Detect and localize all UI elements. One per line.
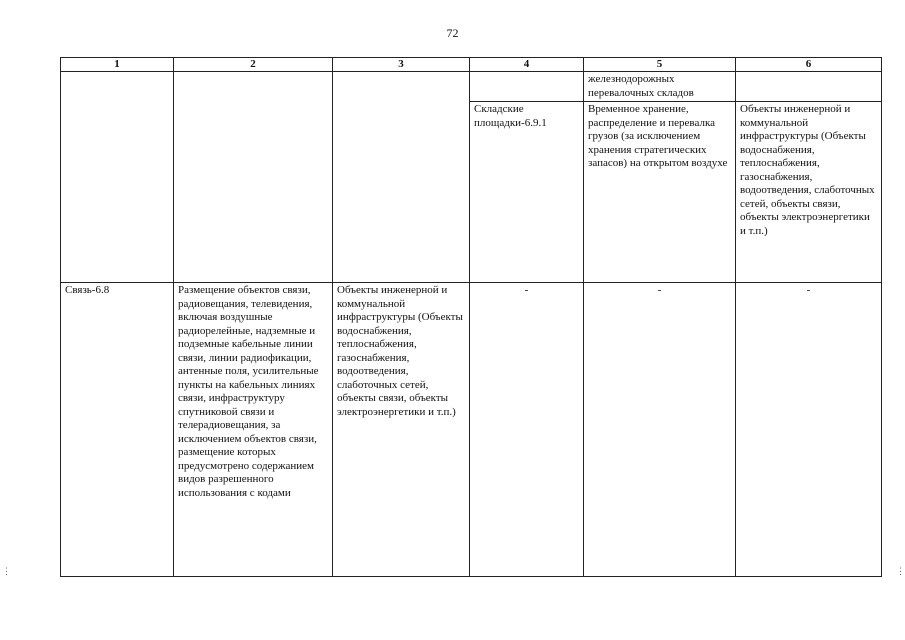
table-cell-dash: - xyxy=(736,283,882,577)
table-cell-empty xyxy=(736,72,882,102)
header-col-1: 1 xyxy=(61,58,174,72)
header-col-2: 2 xyxy=(174,58,333,72)
table-cell-empty xyxy=(174,72,333,283)
table-header-row xyxy=(61,58,882,72)
table-cell-dash: - xyxy=(584,283,736,577)
table-cell-dash: - xyxy=(470,283,584,577)
table-cell-description: Размещение объектов связи, радиовещания, телевидения, включая воздушные радиорелейные, надземные и подземные кабельные линии связи, линии радиофикации, антенные поля, усилительные пункты на кабельных линиях связи, инфраструктуру спутниковой связи и телерадиовещания, за исключением объектов связи, размещение которых предусмотрено содержанием видов разрешенного использования с кодами xyxy=(174,283,333,577)
header-col-4: 4 xyxy=(470,58,584,72)
table-cell-code: Связь-6.8 xyxy=(61,283,174,577)
table-cell-objects: Объекты инженерной и коммунальной инфраструктуры (Объекты водоснабжения, теплоснабжения, газоснабжения, водоотведения, слаботочных сетей, объекты связи, объекты электроэнергетики и т.п.) xyxy=(333,283,470,577)
scan-mark-right: ⋮ xyxy=(896,566,905,576)
header-col-6: 6 xyxy=(736,58,882,72)
scan-mark-left: ⋮ xyxy=(2,566,11,576)
table-cell-code: Складские площадки-6.9.1 xyxy=(470,102,584,283)
table-cell-description: Временное хранение, распределение и перевалка грузов (за исключением хранения стратегических запасов) на открытом воздухе xyxy=(584,102,736,283)
header-col-3: 3 xyxy=(333,58,470,72)
table-cell-empty xyxy=(333,72,470,283)
table-row xyxy=(61,283,882,577)
table-cell-empty xyxy=(470,72,584,102)
zoning-table xyxy=(60,57,882,577)
table-cell-objects: Объекты инженерной и коммунальной инфраструктуры (Объекты водоснабжения, теплоснабжения, газоснабжения, водоотведения, слаботочных сетей, объекты связи, объекты электроэнергетики и т.п.) xyxy=(736,102,882,283)
table-cell-continuation: железнодорожных перевалочных складов xyxy=(584,72,736,102)
header-col-5: 5 xyxy=(584,58,736,72)
table-cell-empty xyxy=(61,72,174,283)
table-row xyxy=(61,72,882,102)
page-number: 72 xyxy=(446,26,459,40)
